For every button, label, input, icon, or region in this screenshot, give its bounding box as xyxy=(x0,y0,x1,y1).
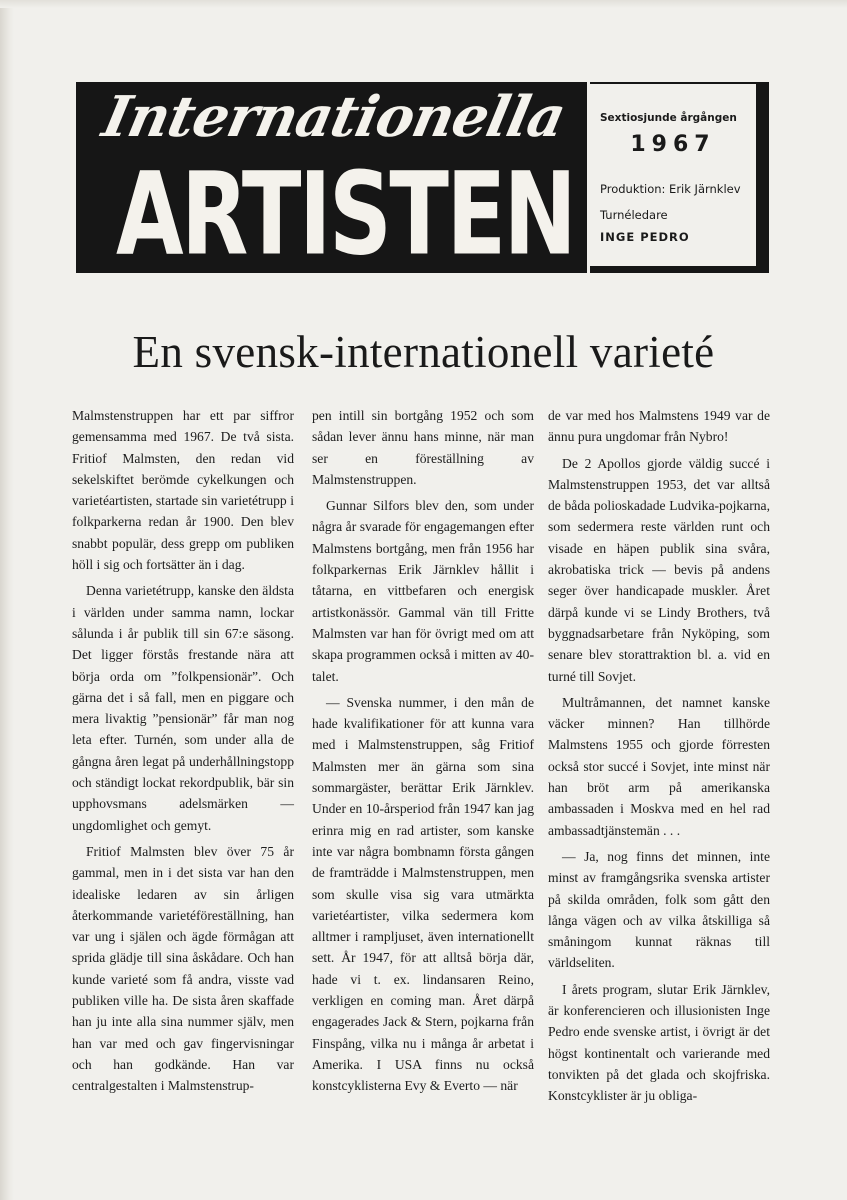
logo-main-text: ARTISTEN xyxy=(116,146,575,273)
tour-leader-name: INGE PEDRO xyxy=(600,230,690,244)
masthead-logo xyxy=(76,82,587,273)
paragraph: Multråmannen, det namnet kanske väcker minnen? Han tillhörde Malmstens 1955 och gjorde förresten också stor succé i Sovjet, inte minst när han bröt arm på amerikanska ambassaden i Moskva med en hel rad ambassadtjänstemän . . . xyxy=(548,694,770,838)
paragraph: Fritiof Malmsten blev över 75 år gammal, men in i det sista var han den idealiske ledaren av sin årligen återkommande varietéföreställning, han var ung i själen och ägde förmågan att sprida glädje till sina åskådare. Och han kunde varieté som få andra, visste vad publiken ville ha. De sista åren skaffade han ju inte alla sina nummer själv, men han var med och gav fingervisningar och han godkände. Han var centralgestalten i Malmstenstrup- xyxy=(72,843,294,1094)
paragraph: pen intill sin bortgång 1952 och som sådan lever ännu hans minne, när man ser en föreställning av Malmstenstruppen. xyxy=(312,408,534,487)
paragraph: Denna varietétrupp, kanske den äldsta i världen under samma namn, lockar sålunda i år publik till sin 67:e säsong. Det ligger förstås frestande nära att börja orda om ”folkpensionär”. Och gärna det i så fall, men en piggare och mera livaktig ”pensionär” får man nog leta efter. Turnén, som under alla de gångna åren legat på underhållningstopp och ständigt lockat rekordpublik, bär sin upphovsmans adelsmärken — ungdomlighet och gemyt. xyxy=(72,583,294,833)
article-column-1 xyxy=(72,405,294,1102)
paragraph: Malmstenstruppen har ett par siffror gemensamma med 1967. De två sista. Fritiof Malmsten, den redan vid sekelskiftet berömde cykelkungen och varietéartisten, startade sin varietétrupp i folkparkerna redan år 1900. Den blev snabbt populär, dess grepp om publiken höll i sig och fortsätter än i dag. xyxy=(72,408,294,573)
article-column-3 xyxy=(548,405,770,1112)
article-headline: En svensk-internationell varieté xyxy=(132,327,715,377)
production-credit: Produktion: Erik Järnklev xyxy=(600,182,741,196)
article-column-2 xyxy=(312,405,534,1102)
paragraph: De 2 Apollos gjorde väldig succé i Malmstenstruppen 1953, det var alltså de båda polioskadade Ludvika-pojkarna, som sedermera reste världen runt och visade en häpen publik sina svåra, akrobatiska trick — bevis på andens seger över handicapade muskler. Året därpå kunde vi se Lindy Brothers, två byggnadsarbetare från Nyköping, som senare blev storattraktion bl. a. vid en turné till Sovjet. xyxy=(548,455,770,684)
masthead-info-panel xyxy=(590,84,756,266)
logo-script-text: Internationella xyxy=(96,84,571,150)
year-label: 1967 xyxy=(630,132,716,157)
page-edge xyxy=(0,0,14,1200)
paragraph: I årets program, slutar Erik Järnklev, är konferencieren och illusionisten Inge Pedro ende svenske artist, i övrigt är det högst kontinentalt och varierande med tonvikten på det glada och skojfriska. Konstcyklister är ju obliga- xyxy=(548,981,770,1104)
paragraph: de var med hos Malmstens 1949 var de ännu pura ungdomar från Nybro! xyxy=(548,408,770,445)
masthead-info xyxy=(590,82,769,273)
paragraph: Gunnar Silfors blev den, som under några år svarade för engagemangen efter Malmstens bortgång, men från 1956 har folkparkernas Erik Järnklev hållit i tåtarna, en vittbefaren och energisk artistkonässör. Gammal vän till Fritte Malmsten var han för övrigt med om att skapa programmen också i mitten av 40-talet. xyxy=(312,498,534,684)
masthead xyxy=(76,82,769,273)
page-edge-top xyxy=(0,0,847,8)
edition-label: Sextiosjunde årgången xyxy=(600,112,737,124)
paragraph: — Ja, nog finns det minnen, inte minst av framgångsrika svenska artister på skilda områden, folk som gått den långa vägen och av vilka åtskilliga så småningom kunnat räknas till världseliten. xyxy=(548,848,770,971)
tour-label: Turnéledare xyxy=(600,208,668,222)
paragraph: — Svenska nummer, i den mån de hade kvalifikationer för att kunna vara med i Malmstenstruppen, såg Fritiof Malmsten mer än gärna som sina sommargäster, berättar Erik Järnklev. Under en 10-årsperiod från 1947 kan jag erinra mig en rad artister, som kanske inte var några bombnamn första gången de framträdde i Malmstenstruppen, men som skulle visa sig vara utmärkta varietéartister, vilka sedermera kom alltmer i rampljuset, även internationellt sett. År 1947, för att alltså börja där, hade vi t. ex. lindansaren Reino, verkligen en coming man. Året därpå engagerades Jack & Stern, pojkarna från Finspång, vilka nu i många år arbetat i Amerika. I USA finns nu också konstcyklisterna Evy & Everto — när xyxy=(312,694,534,1094)
